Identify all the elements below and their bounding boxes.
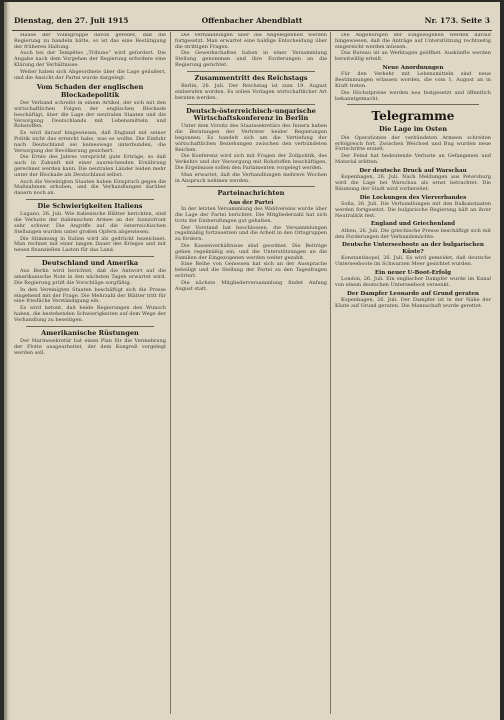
article-divider [26,256,154,257]
page-fold-shadow [4,2,10,720]
paragraph: Die Stimmung in Italien wird als gedrückt bezeichnet. Man rechnet mit einer langen Dauer des Krieges und mit neuen finanziellen Lasten für das Land. [14,235,166,254]
article-subheadline: Der Dampfer Leonardo auf Grund geraten [347,290,479,297]
header-rule [12,30,492,31]
article-headline: Deutsch-österreichisch-ungarische Wirtschaftskonferenz in Berlin [186,106,316,122]
paragraph: Lugano, 26. Juli. Wie italienische Blätter berichten, sind die Verluste der italienischen Armee an der Isonzofront sehr schwer. Die Angriffe auf die österreichischen Stellungen wurden unter großen Opfern abgewiesen. [14,211,166,235]
column-1 [14,33,166,714]
column-divider-2 [330,32,331,714]
column-2 [175,33,327,714]
article-headline: Die Lage im Osten [379,125,447,134]
paragraph: Die nächste Mitgliederversammlung findet Anfang August statt. [175,279,327,292]
column-divider-1 [170,32,171,714]
header-date: Dienstag, den 27. Juli 1915 [14,16,129,25]
article-subheadline: Die Lockungen des Vierverbandes [359,194,467,201]
article-headline: Deutschland und Amerika [41,258,139,267]
article-subheadline: Neue Anordnungen [382,64,444,71]
paragraph: Auch die Vereinigten Staaten haben Einspruch gegen die Maßnahmen erhoben, und die Verhandlungen darüber dauern noch an. [14,178,166,197]
article-headline: Zusammentritt des Reichstags [194,73,308,82]
article-divider [187,71,315,72]
article-subheadline: England und Griechenland [370,221,456,228]
paragraph: Der Feind hat bedeutende Verluste an Gefangenen und Material erlitten. [335,153,491,165]
paragraph: Die Höchstpreise werden neu festgesetzt und öffentlich bekanntgemacht. [335,89,491,102]
paragraph: Unter dem Vorsitz des Staatssekretärs des Innern haben die Beratungen der Vertreter beider Regierungen begonnen. Es handelt sich um die Vertiefung der wirtschaftlichen Beziehungen zwischen den verbündeten Reichen. [175,123,327,153]
paragraph: Das Bureau ist an Werktagen geöffnet. Auskünfte werden bereitwillig erteilt. [335,50,491,63]
article-divider [187,104,315,105]
paragraph: Hause der Volksgruppe davon geredet, daß die Regierung zu handeln hätte, so ist das eine Bestätigung der früheren Haltung. [14,33,166,50]
article-subheadline: Ein neuer U-Boot-Erfolg [374,269,452,276]
article-subheadline: Der deutsche Druck auf Warschau [359,167,467,174]
paragraph: Athen, 26. Juli. Die griechische Presse beschäftigt sich mit den Forderungen der Verbandsmächte. [335,227,491,240]
article-divider [187,186,315,187]
article-headline: Amerikanische Rüstungen [41,328,139,337]
article-headline: Parteinachrichten [217,189,285,198]
paragraph: Sofia, 26. Juli. Die Verhandlungen mit den Balkanstaaten werden fortgesetzt. Die bulgarische Regierung hält an ihrer Neutralität fest. [335,200,491,219]
paragraph: In den Vereinigten Staaten beschäftigt sich die Presse eingehend mit der Frage. Die Mehrzahl der Blätter tritt für eine friedliche Verständigung ein. [14,286,166,305]
paragraph: Es wird betont, daß beide Regierungen den Wunsch haben, die bestehenden Schwierigkeiten auf dem Wege der Verhandlung zu beseitigen. [14,305,166,323]
article-divider [26,199,154,200]
paragraph: Die Konferenz wird sich mit Fragen der Zollpolitik, des Verkehrs und der Versorgung mit Rohstoffen beschäftigen. Die Ergebnisse sollen den Parlamenten vorgelegt werden. [175,153,327,171]
article-divider [26,326,154,327]
paragraph: Die Verhandlungen über die Angelegenheit werden fortgesetzt. Man erwartet eine baldige Entscheidung über die strittigen Fragen. [175,33,327,50]
paragraph: Konstantinopel, 26. Juli. Es wird gemeldet, daß deutsche Unterseeboote im Schwarzen Meer gesichtet wurden. [335,255,491,267]
article-divider [347,104,479,105]
paragraph: Die Gewerkschaften haben in einer Versammlung Stellung genommen und ihre Forderungen an die Regierung gerichtet. [175,50,327,68]
paragraph: Man erwartet, daß die Verhandlungen mehrere Wochen in Anspruch nehmen werden. [175,171,327,184]
paragraph: Die Ernte des Jahres verspricht gute Erträge, so daß auch in Zukunft mit einer ausreichenden Ernährung gerechnet werden kann. Die neutralen Länder leiden mehr unter der Blockade als Deutschland selbst. [14,154,166,178]
paragraph: Aus Berlin wird berichtet, daß die Antwort auf die amerikanische Note in den nächsten Tagen erwartet wird. Die Regierung prüft die Vorschläge sorgfältig. [14,268,166,286]
paragraph: Die Operationen der verbündeten Armeen schreiten erfolgreich fort. Zwischen Weichsel und Bug wurden neue Fortschritte erzielt. [335,134,491,153]
paragraph: In der letzten Versammlung des Wahlvereins wurde über die Lage der Partei berichtet. Die Mitgliederzahl hat sich trotz der Einberufungen gut gehalten. [175,206,327,224]
paragraph: Weiter haben sich Abgeordnete über die Lage geäußert, und die Ansicht der Partei wurde dargelegt. [14,68,166,81]
paragraph: Kopenhagen, 26. Juli. Nach Meldungen aus Petersburg wird die Lage bei Warschau als ernst betrachtet. Die Räumung der Stadt wird vorbereitet. [335,174,491,192]
paragraph: Eine Reihe von Genossen hat sich an der Aussprache beteiligt und die Stellung der Partei zu den Tagesfragen erörtert. [175,261,327,279]
column-3 [335,33,491,714]
paragraph: Auch bei der Tempêtes „Tribune“ wird gefordert. Die Angabe nach dem Vorgehen der Regierung erfordere eine Klärung der Verhältnisse. [14,50,166,68]
paragraph: Die Kassenverhältnisse sind geordnet. Die Beiträge gehen regelmäßig ein, und die Unterstützungen an die Familien der Eingezogenen werden weiter gezahlt. [175,242,327,261]
section-headline: Telegramme [371,109,455,124]
paragraph: Der Marinesekretär hat einen Plan für die Vermehrung der Flotte ausgearbeitet, der dem Kongreß vorgelegt werden soll. [14,337,166,356]
header-page-number: Nr. 173. Seite 3 [424,16,490,25]
header-masthead: Offenbacher Abendblatt [201,16,303,25]
newspaper-page [4,2,500,720]
paragraph: Kopenhagen, 26. Juli. Der Dampfer ist in der Nähe der Küste auf Grund geraten. Die Mannschaft wurde gerettet. [335,297,491,309]
paragraph: Berlin, 26. Juli. Der Reichstag ist zum 19. August einberufen worden. Es sollen Vorlagen wirtschaftlicher Art beraten werden. [175,83,327,101]
page-header [14,16,490,30]
paragraph: Für den Verkehr mit Lebensmitteln sind neue Bestimmungen erlassen worden, die vom 1. August an in Kraft treten. [335,71,491,89]
paragraph: Es wird darauf hingewiesen, daß England mit seiner Politik nicht das erreicht habe, was es wollte. Die Einfuhr nach Deutschland sei keineswegs unterbunden, die Versorgung der Bevölkerung gesichert. [14,130,166,154]
article-headline: Die Schwierigkeiten Italiens [37,201,143,210]
article-subheadline: Deutsche Unterseeboote an der bulgarischen Küste? [342,242,484,255]
article-subheadline: Aus der Partei [228,199,274,206]
paragraph: Der Vorstand hat beschlossen, die Versammlungen regelmäßig fortzusetzen und die Arbeit in den Ortsgruppen zu fördern. [175,224,327,243]
paragraph: Die Angehörigen der Eingezogenen werden darauf hingewiesen, daß die Anträge auf Unterstützung rechtzeitig eingereicht werden müssen. [335,33,491,50]
paragraph: Der Verband schreibt in einem Artikel, der sich mit den wirtschaftlichen Folgen der englischen Blockade beschäftigt, über die Lage der neutralen Staaten und die Versorgung Deutschlands mit Lebensmitteln und Rohstoffen. [14,100,166,130]
article-headline: Vom Schaden der englischen Blockadepolitik [36,83,144,99]
paragraph: London, 26. Juli. Ein englischer Dampfer wurde im Kanal von einem deutschen Unterseeboot versenkt. [335,276,491,288]
